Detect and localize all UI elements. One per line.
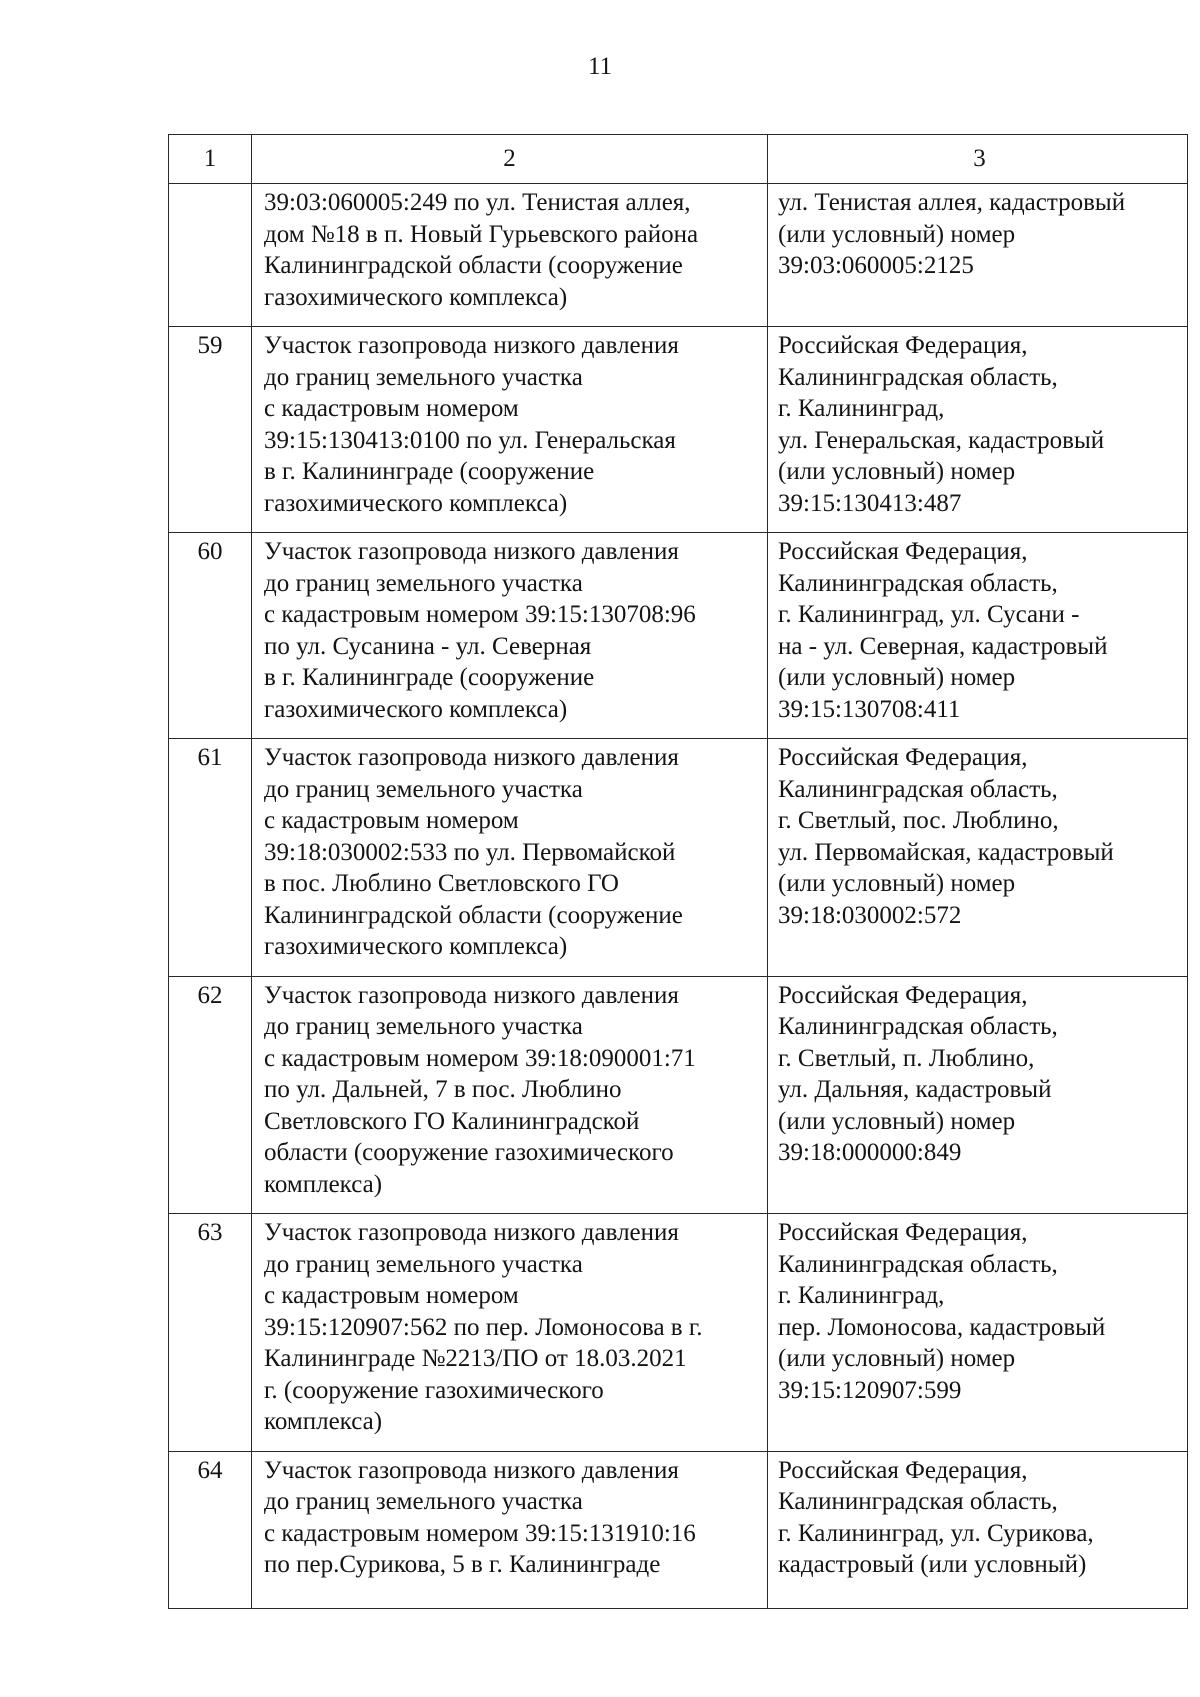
object-description-line: области (сооружение газохимического (264, 1139, 674, 1166)
table-row (169, 327, 1188, 533)
table-row (169, 1451, 1188, 1608)
location-line: г. Светлый, пос. Люблино, (778, 807, 1059, 834)
row-number: 62 (169, 976, 252, 1214)
location-line: ул. Генеральская, кадастровый (778, 426, 1105, 454)
row-number (169, 184, 252, 327)
location-line: Калининградская область, (778, 1013, 1058, 1040)
object-description-line: комплекса) (264, 1408, 383, 1435)
object-description-cell (252, 1214, 768, 1452)
location-line: (или условный) номер (778, 1107, 1016, 1135)
object-description-line: 39:15:130413:0100 по ул. Генеральская (264, 426, 676, 454)
object-description-line: Участок газопровода низкого давления (264, 332, 679, 359)
object-description-line: газохимического комплекса) (264, 695, 568, 723)
object-description-line: 39:15:120907:562 по пер. Ломоносова в г. (264, 1313, 703, 1341)
location-line: Российская Федерация, (778, 981, 1028, 1009)
location-line: кадастровый (или условный) (778, 1551, 1087, 1578)
location-line: (или условный) номер (778, 664, 1016, 691)
location-line: 39:18:030002:572 (778, 901, 962, 929)
object-description-line: по ул. Сусанина - ул. Северная (264, 632, 592, 660)
row-number: 60 (169, 533, 252, 739)
column-header-3: 3 (768, 135, 1188, 184)
location-line: 39:15:130708:411 (778, 695, 961, 723)
object-description-line: Участок газопровода низкого давления (264, 1456, 679, 1484)
object-description-cell (252, 976, 768, 1214)
location-cell (768, 533, 1188, 739)
row-number: 61 (169, 739, 252, 977)
page-number: 11 (587, 53, 613, 80)
location-cell (768, 1214, 1188, 1452)
location-line: Российская Федерация, (778, 744, 1028, 771)
location-line: г. Калининград, (778, 395, 945, 422)
object-description-line: г. (сооружение газохимического (264, 1376, 604, 1404)
table-header-row (169, 135, 1188, 184)
registry-table (168, 134, 1188, 1609)
object-description-line: Участок газопровода низкого давления (264, 744, 679, 771)
object-description-line: в пос. Люблино Светловского ГО (264, 870, 619, 897)
object-description-line: с кадастровым номером 39:18:090001:71 (264, 1044, 696, 1072)
location-line: (или условный) номер (778, 220, 1016, 248)
object-description-cell (252, 1451, 768, 1608)
object-description-line: 39:03:060005:249 по ул. Тенистая аллея, (264, 189, 691, 216)
table-row (169, 533, 1188, 739)
location-line: Калининградская область, (778, 775, 1058, 803)
object-description-line: с кадастровым номером (264, 807, 519, 834)
object-description-line: Участок газопровода низкого давления (264, 981, 679, 1009)
location-line: Российская Федерация, (778, 538, 1028, 565)
object-description-line: до границ земельного участка (264, 1013, 583, 1040)
location-line: г. Калининград, (778, 1282, 945, 1309)
location-line: Калининградская область, (778, 1488, 1058, 1515)
object-description-line: с кадастровым номером (264, 395, 519, 422)
object-description-line: газохимического комплекса) (264, 933, 568, 960)
row-number: 63 (169, 1214, 252, 1452)
location-line: (или условный) номер (778, 1345, 1016, 1372)
location-line: Российская Федерация, (778, 332, 1028, 359)
object-description-line: комплекса) (264, 1170, 383, 1198)
location-line: Калининградская область, (778, 1250, 1058, 1278)
table-row (169, 739, 1188, 977)
object-description-line: Калининградской области (сооружение (264, 901, 683, 929)
object-description-line: Калининградской области (сооружение (264, 252, 683, 279)
object-description-line: до границ земельного участка (264, 569, 583, 597)
location-line: г. Калининград, ул. Сусани - (778, 601, 1080, 628)
table-row (169, 976, 1188, 1214)
location-line: (или условный) номер (778, 458, 1016, 485)
location-line: Калининградская область, (778, 569, 1058, 597)
column-header-1: 1 (169, 135, 252, 184)
object-description-line: с кадастровым номером 39:15:130708:96 (264, 601, 696, 628)
location-line: г. Калининград, ул. Сурикова, (778, 1519, 1094, 1547)
object-description-cell (252, 533, 768, 739)
object-description-line: газохимического комплекса) (264, 489, 568, 517)
location-cell (768, 1451, 1188, 1608)
object-description-line: Участок газопровода низкого давления (264, 1219, 679, 1246)
object-description-line: с кадастровым номером (264, 1282, 519, 1309)
column-header-2: 2 (252, 135, 768, 184)
table-row (169, 184, 1188, 327)
location-line: ул. Дальняя, кадастровый (778, 1076, 1052, 1103)
object-description-line: в г. Калининграде (сооружение (264, 664, 595, 691)
object-description-line: газохимического комплекса) (264, 283, 568, 311)
location-cell (768, 739, 1188, 977)
location-line: 39:18:000000:849 (778, 1139, 962, 1166)
location-line: Российская Федерация, (778, 1456, 1028, 1484)
location-line: ул. Тенистая аллея, кадастровый (778, 189, 1126, 216)
location-line: пер. Ломоносова, кадастровый (778, 1313, 1106, 1341)
object-description-cell (252, 184, 768, 327)
location-cell (768, 327, 1188, 533)
object-description-line: по ул. Дальней, 7 в пос. Люблино (264, 1076, 622, 1103)
object-description-line: до границ земельного участка (264, 363, 583, 391)
object-description-line: Светловского ГО Калининградской (264, 1107, 640, 1135)
object-description-line: до границ земельного участка (264, 1250, 583, 1278)
row-number: 59 (169, 327, 252, 533)
location-line: Российская Федерация, (778, 1219, 1028, 1246)
object-description-line: в г. Калининграде (сооружение (264, 458, 595, 485)
row-number: 64 (169, 1451, 252, 1608)
object-description-line: до границ земельного участка (264, 1488, 583, 1515)
location-line: 39:15:120907:599 (778, 1376, 962, 1404)
location-cell (768, 976, 1188, 1214)
table-row (169, 1214, 1188, 1452)
location-line: (или условный) номер (778, 870, 1016, 897)
location-line: ул. Первомайская, кадастровый (778, 838, 1114, 866)
location-line: 39:15:130413:487 (778, 489, 962, 517)
object-description-cell (252, 739, 768, 977)
object-description-cell (252, 327, 768, 533)
object-description-line: Участок газопровода низкого давления (264, 538, 679, 565)
location-line: 39:03:060005:2125 (778, 252, 974, 279)
object-description-line: с кадастровым номером 39:15:131910:16 (264, 1519, 696, 1547)
object-description-line: до границ земельного участка (264, 775, 583, 803)
object-description-line: 39:18:030002:533 по ул. Первомайской (264, 838, 676, 866)
object-description-line: дом №18 в п. Новый Гурьевского района (264, 220, 699, 248)
object-description-line: по пер.Сурикова, 5 в г. Калининграде (264, 1551, 661, 1578)
object-description-line: Калининграде №2213/ПО от 18.03.2021 (264, 1345, 687, 1372)
location-line: Калининградская область, (778, 363, 1058, 391)
location-cell (768, 184, 1188, 327)
location-line: г. Светлый, п. Люблино, (778, 1044, 1035, 1072)
location-line: на - ул. Северная, кадастровый (778, 632, 1108, 660)
